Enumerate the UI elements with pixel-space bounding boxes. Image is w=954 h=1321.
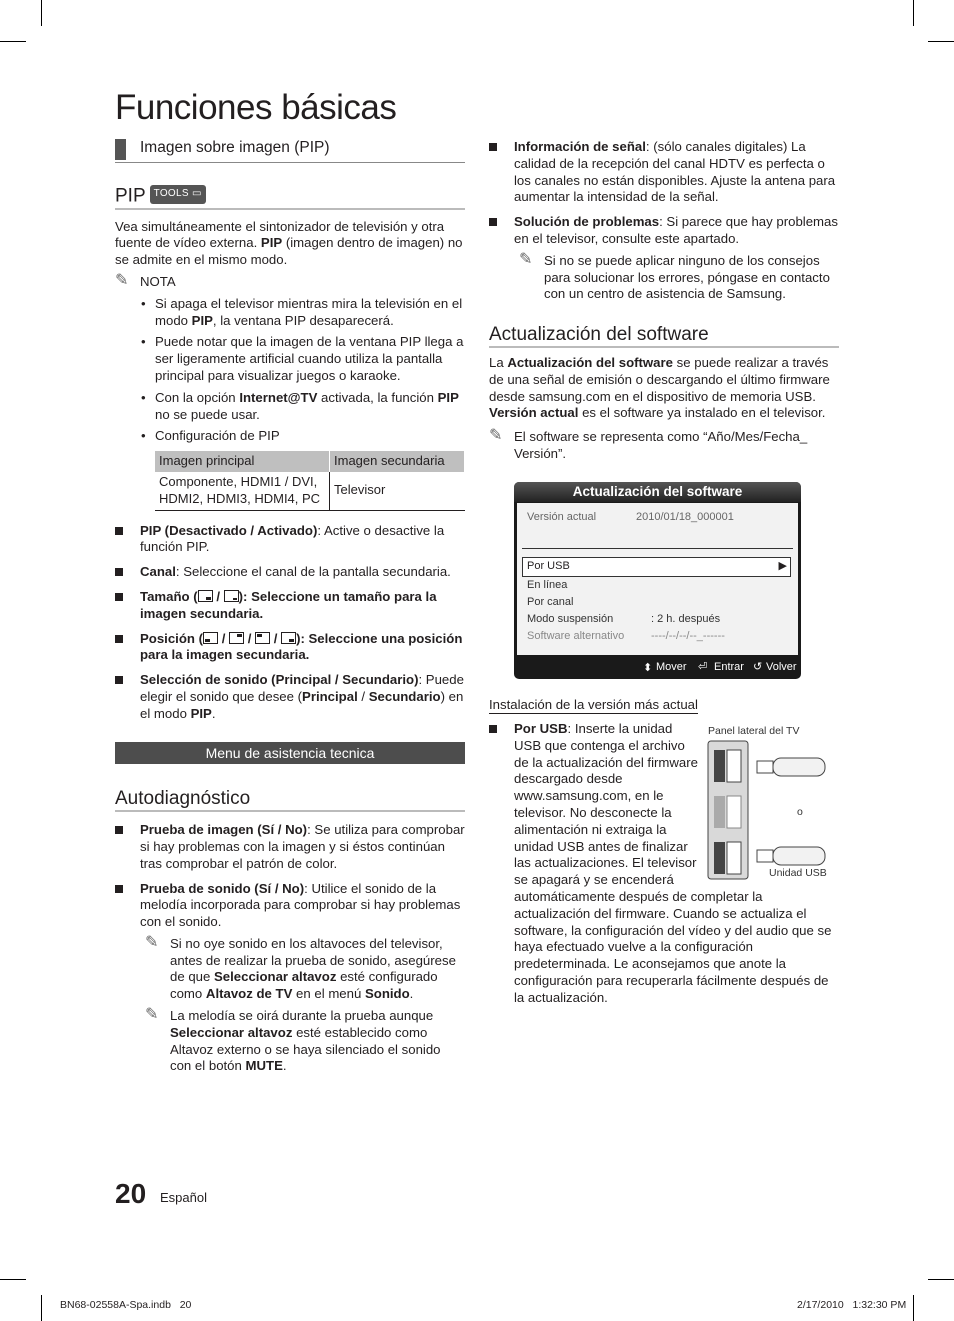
square-bullet-icon: [489, 218, 497, 226]
note: ✎ Si no se puede aplicar ninguno de los consejos para solucionar los errores, póngase en contacto con un centro de asistencia de Samsung.: [519, 250, 830, 302]
nota: ✎ NOTA: [115, 271, 176, 289]
crop-mark: [913, 0, 914, 26]
pencil-icon: ✎: [115, 271, 129, 289]
osd-divider: [522, 548, 793, 549]
osd-version-label: Versión actual: [527, 511, 597, 523]
software-update-para: La Actualización del software se puede realizar a través de una señal de emisión o descargando el último firmware desde samsung.com en el dispositivo de memoria USB. Versión actual es el software ya instalado en el televisor.: [489, 354, 830, 421]
crop-mark: [913, 1295, 914, 1321]
list-item: • Puede notar que la imagen de la ventana PIP llega a ser ligeramente artificial cuando utiliza la pantalla principal para visualizar juegos o karaoke.: [141, 334, 464, 383]
list-item: • Configuración de PIP: [141, 428, 280, 444]
crop-mark: [41, 0, 42, 26]
page-number: 20: [115, 1178, 147, 1209]
table-cell: Televisor: [330, 472, 465, 510]
note: ✎ Si no oye sonido en los altavoces del televisor, antes de realizar la prueba de sonido, asegúrese de que Seleccionar altavoz esté configurado como Altavoz de TV en el menú Sonido.: [145, 933, 456, 1002]
list-item: PIP (Desactivado / Activado): Active o desactive la función PIP.: [115, 523, 465, 557]
page-title: Funciones básicas: [115, 88, 397, 127]
or-label: o: [797, 806, 803, 818]
pencil-icon: ✎: [145, 1006, 159, 1024]
right-column: [489, 136, 839, 463]
autodiag-heading: Autodiagnóstico: [115, 791, 465, 812]
osd-item-channel[interactable]: Por canal: [527, 596, 574, 608]
osd-item-standby[interactable]: Modo suspensión: [527, 613, 614, 625]
size-large-icon: [198, 590, 213, 602]
list-item: • Con la opción Internet@TV activada, la función PIP no se puede usar.: [141, 389, 459, 422]
pip-intro: Vea simultáneamente el sintonizador de televisión y otra fuente de vídeo externa. PIP (imagen dentro de imagen) no se admite en el mismo modo.: [115, 218, 463, 268]
list-item: Tamaño ( / ): Seleccione un tamaño para la imagen secundaria.: [115, 589, 465, 623]
usb-install-text: Por USB: Inserte la unidad USB que contenga el archivo de la actualización del firmware descargado desde www.samsung.com, en le televisor. No desconecte la alimentación ni extraiga la unidad USB antes de finalizar las actualizaciones. El televisor se apagará y se encenderá automáticamente después de completar la actualización del firmware. Cuando se actualiza el software, la configuración del vídeo y del audio que se haya efectuado vuelve a la configuración predeterminada. Le aconsejamos que anote la configuración para recuperarla fácilmente después de la actualización.: [514, 721, 832, 1005]
usb-label: Unidad USB: [769, 867, 827, 879]
software-update-heading: Actualización del software: [489, 327, 839, 348]
install-heading: Instalación de la versión más actual: [489, 697, 698, 712]
osd-version-value: 2010/01/18_000001: [636, 511, 734, 523]
enter-icon: ⏎: [698, 661, 708, 673]
pencil-icon: ✎: [489, 427, 503, 445]
position-bottom-left-icon: [203, 632, 218, 644]
support-menu-band: Menu de asistencia tecnica: [115, 742, 465, 765]
usb-port-diagram: [707, 738, 832, 880]
crop-mark: [41, 1295, 42, 1321]
square-bullet-icon: [115, 593, 123, 601]
updown-icon: ⬍: [643, 662, 653, 674]
tools-icon: ▭: [191, 187, 202, 199]
square-bullet-icon: [115, 826, 123, 834]
osd-item-online[interactable]: En línea: [527, 579, 568, 591]
panel-label: Panel lateral del TV: [708, 725, 800, 737]
list-item: • Si apaga el televisor mientras mira la televisión en el modo PIP, la ventana PIP desaparecerá.: [141, 295, 463, 328]
note: ✎ El software se representa como “Año/Mes/Fecha_ Versión”.: [489, 427, 808, 461]
square-bullet-icon: [489, 725, 497, 733]
crop-mark: [0, 1279, 26, 1280]
return-icon: ↺: [753, 661, 763, 673]
position-top-left-icon: [255, 632, 270, 644]
crop-mark: [928, 1279, 954, 1280]
list-item: Solución de problemas: Si parece que hay problemas en el televisor, consulte este apartado.: [489, 214, 839, 248]
tools-badge: TOOLS ▭: [150, 185, 206, 204]
osd-item-alt: Software alternativo: [527, 630, 625, 642]
list-item: Prueba de imagen (Sí / No): Se utiliza para comprobar si hay problemas con la imagen y si éstos continúan tras comprobar el patrón de color.: [115, 822, 465, 872]
position-bottom-right-icon: [281, 632, 296, 644]
software-update-osd: [514, 482, 801, 679]
square-bullet-icon: [489, 143, 497, 151]
osd-standby-value: : 2 h. después: [651, 613, 721, 625]
osd-body: [517, 503, 798, 655]
square-bullet-icon: [115, 635, 123, 643]
size-small-icon: [224, 590, 239, 602]
square-bullet-icon: [115, 568, 123, 576]
position-top-right-icon: [229, 632, 244, 644]
arrow-right-icon: ▶: [778, 560, 787, 572]
section-header-pip: Imagen sobre imagen (PIP): [115, 136, 465, 163]
list-item: Prueba de sonido (Sí / No): Utilice el sonido de la melodía incorporada para comprobar si hay problemas con el sonido.: [115, 881, 465, 931]
osd-title: Actualización del software: [514, 482, 801, 502]
table-cell: Componente, HDMI1 / DVI, HDMI2, HDMI3, HDMI4, PC: [155, 472, 330, 510]
list-item: Selección de sonido (Principal / Secundario): Puede elegir el sonido que desee (Principal / Secundario) en el modo PIP.: [115, 672, 465, 722]
pencil-icon: ✎: [145, 933, 159, 951]
print-file-label: BN68-02558A-Spa.indb 20: [60, 1299, 192, 1311]
note: ✎ La melodía se oirá durante la prueba aunque Seleccionar altavoz esté establecido como Altavoz externo o se haya silenciado el sonido con el botón MUTE.: [145, 1006, 441, 1074]
print-timestamp: 2/17/2010 1:32:30 PM: [797, 1299, 907, 1311]
pip-config-table: [155, 451, 465, 510]
left-column: [115, 136, 465, 1075]
nota-list: [115, 296, 465, 445]
pip-heading: PIP TOOLS ▭: [115, 187, 465, 210]
language-label: Español: [160, 1190, 207, 1205]
table-header: Imagen principal: [155, 451, 330, 472]
list-item: Posición ( / / / ): Seleccione una posición para la imagen secundaria.: [115, 631, 465, 665]
table-row: [155, 472, 465, 510]
list-item: Información de señal: (sólo canales digitales) La calidad de la recepción del canal HDTV es perfecta o los canales no están disponibles. Ajuste la antena para aumentar la intensidad de la señal.: [489, 139, 839, 206]
table-header: Imagen secundaria: [330, 451, 465, 472]
list-item: Canal: Seleccione el canal de la pantalla secundaria.: [115, 564, 465, 581]
square-bullet-icon: [115, 885, 123, 893]
pencil-icon: ✎: [519, 250, 533, 268]
osd-item-usb[interactable]: Por USB ▶: [522, 557, 791, 577]
crop-mark: [0, 41, 26, 42]
crop-mark: [928, 41, 954, 42]
square-bullet-icon: [115, 527, 123, 535]
square-bullet-icon: [115, 676, 123, 684]
osd-footer: ⬍ Mover ⏎ Entrar ↺ Volver: [643, 661, 797, 674]
section-bar-icon: [115, 139, 126, 160]
osd-alt-value: ----/--/--/--_------: [651, 630, 725, 642]
